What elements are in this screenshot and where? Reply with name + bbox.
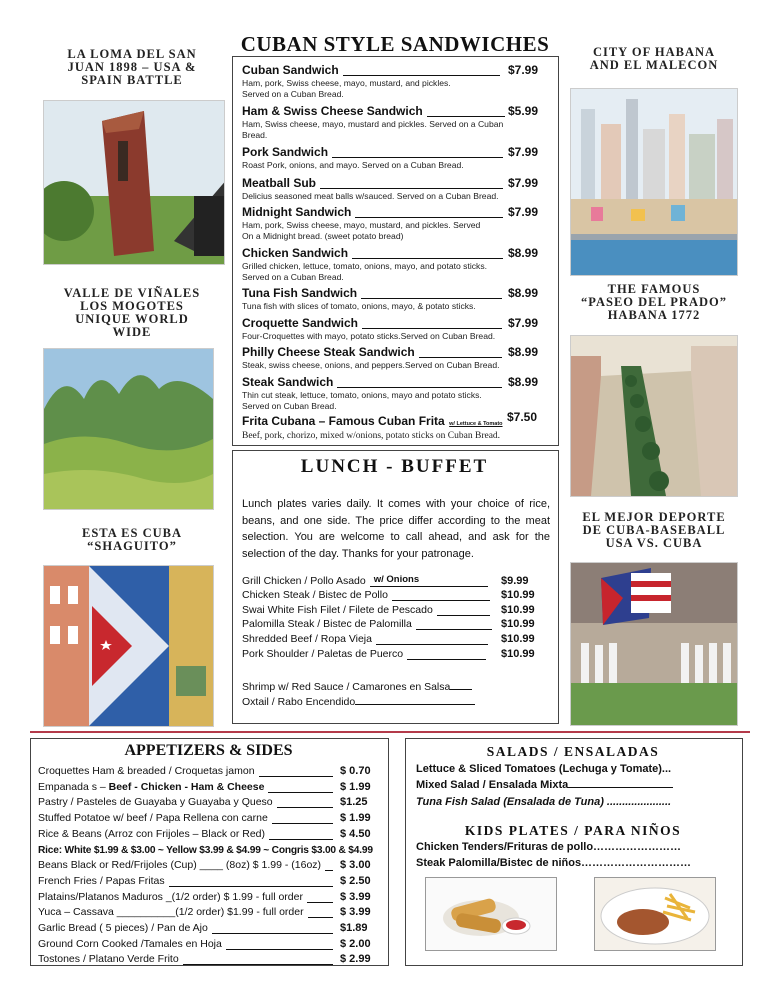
appetizer-item [38, 953, 179, 965]
lunch-title: LUNCH - BUFFET [300, 456, 489, 477]
photo-esta-es-cuba [43, 565, 214, 727]
appetizer-item-price: $ 2.50 [340, 874, 371, 887]
appetizer-item-name: Beans Black or Red/Frijoles (Cup) ____ (8oz) $ 1.99 - (16oz) [38, 859, 322, 872]
appetizer-item-price: $ 0.70 [340, 765, 371, 777]
menu-item-sandwich [242, 286, 542, 312]
menu-item-sandwich [242, 176, 542, 202]
menu-item-name: Steak Sandwich [242, 375, 334, 389]
lunch-item [242, 575, 366, 587]
appetizer-item [38, 765, 255, 777]
menu-item-price: $7.50 [507, 410, 538, 424]
menu-item-desc: Grilled chicken, lettuce, tomato, onions, mayo, and potato sticks. [242, 261, 488, 271]
lunch-item-price: $9.99 [501, 575, 529, 587]
lunch-item-name: Shredded Beef / Ropa Vieja [242, 633, 372, 645]
lunch-item [242, 589, 388, 601]
leader-line [352, 258, 503, 259]
leader-line [308, 917, 333, 918]
menu-item-price: $8.99 [508, 246, 539, 260]
appetizer-item [38, 812, 268, 824]
appetizers-title: APPETIZERS & SIDES [124, 742, 293, 759]
appetizer-item [38, 922, 208, 934]
lunch-extra-oxtail: Oxtail / Rabo Encendido [242, 696, 475, 708]
menu-item-desc: Served on a Cuban Bread. [242, 272, 344, 282]
menu-item-price: $8.99 [508, 286, 539, 300]
leader-line [320, 188, 503, 189]
photo-steak-palomilla [594, 877, 716, 951]
lunch-item-price: $10.99 [501, 633, 535, 645]
leader-line [355, 217, 503, 218]
lunch-item-price: $10.99 [501, 604, 535, 616]
appetizer-item-name: Platains/Platanos Maduros _(1/2 order) $ 1.99 - full order [38, 890, 303, 903]
salad-item: Tuna Fish Salad (Ensalada de Tuna) ..................... [416, 796, 672, 808]
appetizer-item [38, 891, 303, 903]
leader-line [268, 792, 333, 793]
lunch-item-name: Palomilla Steak / Bistec de Palomilla [242, 618, 412, 630]
menu-item-name: Tuna Fish Sandwich [242, 286, 358, 300]
appetizer-item [38, 781, 264, 793]
menu-item-name: Cuban Sandwich [242, 63, 339, 77]
appetizer-item [38, 844, 373, 856]
menu-item-desc: Thin cut steak, lettuce, tomato, onions, mayo and potato sticks. [242, 390, 482, 400]
leader-line [277, 807, 333, 808]
lunch-intro: Lunch plates varies daily. It comes with your choice of rice, beans, and one side. The price differ according to the meat selection. You are welcome to call ahead, and ask for the selection of the day. Thanks for your patronage. [242, 498, 550, 560]
appetizer-item-name: Croquettes Ham & breaded / Croquetas jamon [38, 765, 255, 777]
leader-line [362, 328, 502, 329]
caption-baseball: EL MEJOR DEPORTE DE CUBA-BASEBALL USA VS. CUBA [582, 510, 726, 550]
appetizer-item [38, 875, 165, 887]
photo-valle-de-vinales [43, 348, 214, 510]
lunch-extra-shrimp: Shrimp w/ Red Sauce / Camarones en Salsa [242, 681, 472, 693]
menu-item-price: $7.99 [508, 316, 539, 330]
leader-line [416, 629, 492, 630]
leader-line [437, 615, 490, 616]
menu-item-name: Midnight Sandwich [242, 205, 352, 219]
menu-item-desc: Ham, pork, Swiss cheese, mayo, mustard, and pickles. [242, 78, 451, 88]
menu-item-desc: Ham, pork, Swiss cheese, mayo, mustard, and pickles. Served [242, 220, 481, 230]
appetizer-item-name: Pastry / Pasteles de Guayaba y Guayaba y Queso [38, 796, 273, 809]
lunch-item-name: Pork Shoulder / Paletas de Puerco [242, 648, 404, 660]
leader-line [343, 75, 500, 76]
appetizer-item [38, 828, 265, 840]
appetizer-item-name: Yuca – Cassava __________(1/2 order) $1.99 - full order [38, 906, 304, 919]
lunch-item-name: Chicken Steak / Bistec de Pollo [242, 589, 388, 601]
menu-item-desc: Four-Croquettes with mayo, potato sticks.Served on Cuban Bread. [242, 331, 496, 341]
caption-esta-es-cuba: ESTA ES CUBA “SHAGUITO” [82, 526, 182, 553]
lunch-item-price: $10.99 [501, 589, 535, 601]
menu-item-desc: Served on Cuban Bread. [242, 401, 337, 411]
menu-item-name: Croquette Sandwich [242, 316, 359, 330]
menu-item-note: w/ Lettuce & Tomato [449, 421, 503, 427]
page-title: CUBAN STYLE SANDWICHES [240, 32, 550, 56]
appetizer-item-price: $1.25 [340, 796, 368, 809]
menu-item-desc: Tuna fish with slices of tomato, onions, mayo, & potato sticks. [242, 301, 476, 311]
menu-item-name: Frita Cubana – Famous Cuban Frita [242, 414, 445, 428]
menu-item-name: Chicken Sandwich [242, 246, 349, 260]
caption-habana: CITY OF HABANA AND EL MALECON [589, 45, 719, 72]
leader-line [427, 116, 505, 117]
photo-paseo-del-prado [570, 335, 738, 497]
salad-item: Lettuce & Sliced Tomatoes (Lechuga y Tomate)... [416, 763, 672, 775]
appetizer-item-name: Tostones / Platano Verde Frito [38, 953, 179, 966]
menu-item-desc: Bread. [242, 130, 268, 140]
appetizer-item-name: French Fries / Papas Fritas [38, 874, 165, 887]
appetizer-item-price: $ 1.99 [340, 780, 371, 793]
lunch-item-name: Grill Chicken / Pollo Asado [242, 575, 366, 587]
menu-item-name: Meatball Sub [242, 176, 317, 190]
appetizer-item [38, 906, 304, 918]
appetizer-item-bold: Rice: White $1.99 & $3.00 ~ Yellow $3.99 & $4.99 ~ Congris $3.00 & $4.99 [38, 844, 373, 856]
menu-item-desc: Served on a Cuban Bread. [242, 89, 344, 99]
leader-line [337, 387, 502, 388]
menu-item-desc: Roast Pork, onions, and mayo. Served on a Cuban Bread. [242, 160, 464, 170]
menu-item-desc: Ham, Swiss cheese, mayo, mustard and pickles. Served on a Cuban [242, 119, 504, 129]
lunch-item [242, 648, 403, 660]
appetizer-item-name: Stuffed Potatoe w/ beef / Papa Rellena con carne [38, 812, 268, 825]
leader-line [269, 839, 333, 840]
appetizer-item-bold: Beef - Chicken - Ham & Cheese [105, 780, 265, 793]
appetizer-item [38, 859, 321, 871]
appetizer-item-price: $ 3.00 [340, 859, 371, 872]
appetizer-item-price: $1.89 [340, 922, 368, 934]
appetizer-item [38, 938, 222, 950]
menu-item-desc: Steak, swiss cheese, onions, and peppers.Served on Cuban Bread. [242, 360, 500, 370]
photo-chicken-tenders [425, 877, 557, 951]
appetizer-item-price: $ 4.50 [340, 827, 371, 840]
menu-item-sandwich [242, 246, 542, 283]
lunch-item-price: $10.99 [501, 618, 535, 630]
menu-item-price: $7.99 [508, 205, 539, 219]
menu-item-price: $7.99 [508, 176, 539, 190]
kids-title: KIDS PLATES / PARA NIÑOS [464, 823, 682, 838]
lunch-item-name: Swai White Fish Filet / Filete de Pescado [242, 604, 433, 616]
menu-item-frita [242, 412, 547, 442]
menu-item-price: $7.99 [508, 145, 539, 159]
salads-title: SALADS / ENSALADAS [486, 744, 660, 759]
appetizer-item [38, 796, 273, 808]
appetizer-item-price: $ 2.99 [340, 953, 371, 966]
menu-item-sandwich [242, 375, 542, 412]
caption-loma: LA LOMA DEL SAN JUAN 1898 – USA & SPAIN BATTLE [67, 47, 197, 87]
caption-vinales: VALLE DE VIÑALES LOS MOGOTES UNIQUE WORLD WIDE [63, 286, 201, 339]
menu-item-price: $5.99 [508, 104, 539, 118]
leader-line [169, 886, 333, 887]
menu-item-price: $8.99 [508, 345, 539, 359]
appetizer-item-name: Empanada s – [38, 780, 106, 793]
leader-line [419, 357, 502, 358]
menu-item-name: Pork Sandwich [242, 145, 329, 159]
leader-line [392, 600, 490, 601]
appetizer-item-price: $ 1.99 [340, 812, 371, 825]
menu-item-sandwich [242, 145, 542, 171]
menu-item-sandwich [242, 205, 542, 242]
kids-item: Chicken Tenders/Frituras de pollo…………………… [416, 841, 682, 853]
photo-habana-malecon [570, 88, 738, 276]
leader-line [407, 659, 486, 660]
menu-item-sandwich [242, 63, 542, 100]
menu-item-desc: Beef, pork, chorizo, mixed w/onions, potato sticks on Cuban Bread. [242, 431, 501, 441]
menu-item-price: $8.99 [508, 375, 539, 389]
menu-item-desc: On a Midnight bread. (sweet potato bread) [242, 231, 404, 241]
leader-line [212, 933, 333, 934]
lunch-item-price: $10.99 [501, 648, 535, 660]
menu-item-name: Ham & Swiss Cheese Sandwich [242, 104, 423, 118]
leader-line [332, 157, 503, 158]
salad-item: Mixed Salad / Ensalada Mixta [416, 779, 673, 791]
menu-item-price: $7.99 [508, 63, 539, 77]
appetizer-item-name: Rice & Beans (Arroz con Frijoles – Black or Red) [38, 827, 265, 840]
appetizer-item-name: Ground Corn Cooked /Tamales en Hoja [38, 937, 222, 950]
leader-line [361, 298, 502, 299]
leader-line [259, 776, 333, 777]
lunch-item [242, 633, 372, 645]
lunch-item [242, 618, 412, 630]
menu-item-sandwich [242, 104, 542, 141]
leader-line [376, 644, 488, 645]
caption-paseo-del-prado: THE FAMOUS “PASEO DEL PRADO” HABANA 1772 [581, 282, 727, 322]
menu-item-name: Philly Cheese Steak Sandwich [242, 345, 415, 359]
menu-item-desc: Delicius seasoned meat balls w/sauced. Served on a Cuban Bread. [242, 191, 499, 201]
photo-baseball-usa-cuba [570, 562, 738, 726]
menu-item-sandwich [242, 345, 542, 371]
leader-line [226, 949, 333, 950]
photo-loma-san-juan [43, 100, 225, 265]
section-divider [30, 731, 750, 733]
kids-item: Steak Palomilla/Bistec de niños………………………… [416, 857, 692, 869]
lunch-item [242, 604, 433, 616]
appetizer-item-name: Garlic Bread ( 5 pieces) / Pan de Ajo [38, 922, 208, 934]
leader-line [183, 964, 333, 965]
appetizer-item-price: $ 3.99 [340, 890, 371, 903]
lunch-item-extra: w/ Onions [373, 574, 420, 585]
menu-item-sandwich [242, 316, 542, 342]
leader-line [370, 586, 488, 587]
appetizer-item-price: $ 2.00 [340, 937, 371, 950]
leader-line [307, 902, 333, 903]
leader-line [272, 823, 333, 824]
leader-line [325, 870, 333, 871]
appetizer-item-price: $ 3.99 [340, 906, 371, 919]
